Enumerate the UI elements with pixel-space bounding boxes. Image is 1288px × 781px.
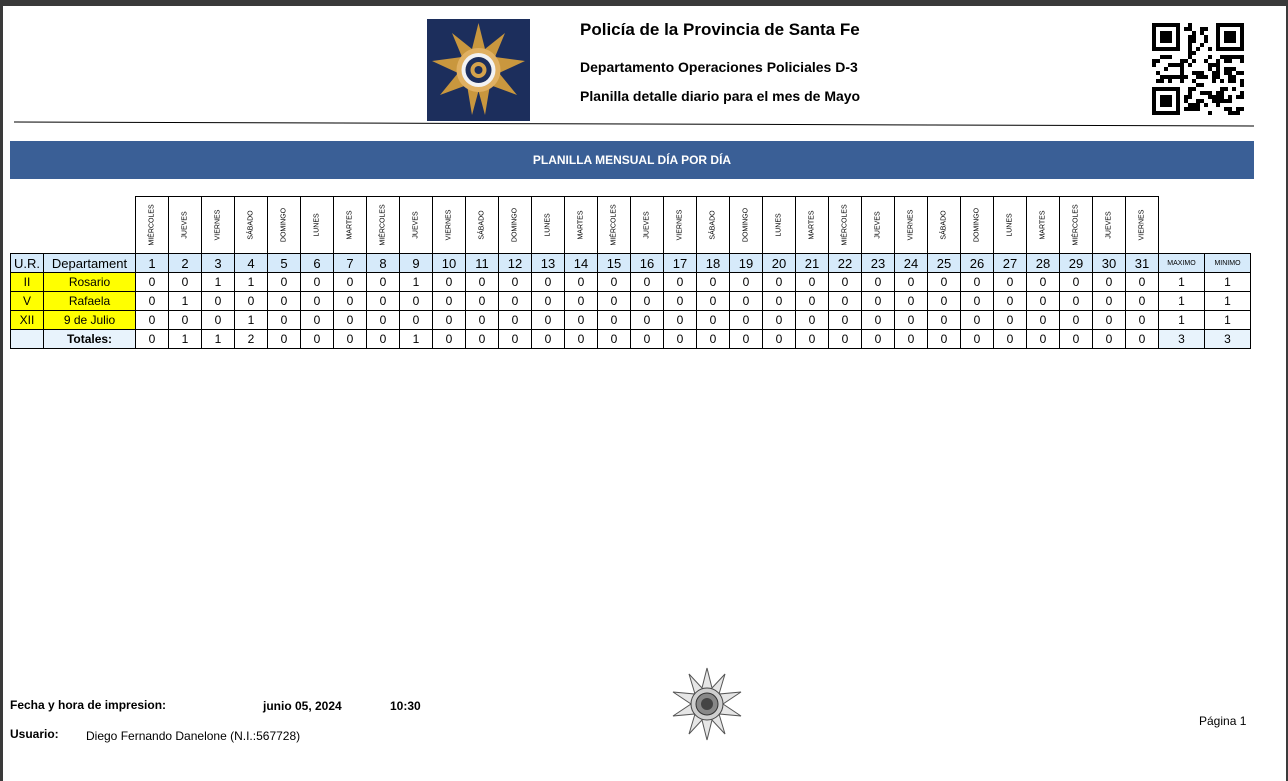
total-value-cell: 0 bbox=[367, 330, 400, 349]
day-name-label: MARTES bbox=[577, 210, 585, 240]
column-header-day: 19 bbox=[730, 254, 763, 273]
column-header-day: 26 bbox=[961, 254, 994, 273]
total-value-cell: 0 bbox=[730, 330, 763, 349]
totals-row bbox=[11, 330, 1251, 349]
police-seal-icon bbox=[669, 666, 745, 742]
value-cell: 0 bbox=[664, 292, 697, 311]
total-value-cell: 0 bbox=[961, 330, 994, 349]
value-cell: 0 bbox=[895, 273, 928, 292]
total-value-cell: 0 bbox=[829, 330, 862, 349]
value-cell: 0 bbox=[829, 273, 862, 292]
total-value-cell: 2 bbox=[235, 330, 268, 349]
column-header-day: 28 bbox=[1027, 254, 1060, 273]
day-name-cell bbox=[1060, 197, 1093, 254]
value-cell: 0 bbox=[1126, 292, 1159, 311]
max-cell: 1 bbox=[1159, 292, 1205, 311]
value-cell: 0 bbox=[565, 273, 598, 292]
day-name-cell bbox=[928, 197, 961, 254]
value-cell: 1 bbox=[202, 273, 235, 292]
department-cell: Rosario bbox=[44, 273, 136, 292]
column-header-day: 9 bbox=[400, 254, 433, 273]
day-name-cell bbox=[301, 197, 334, 254]
value-cell: 0 bbox=[1126, 311, 1159, 330]
day-name-label: JUEVES bbox=[643, 211, 651, 239]
value-cell: 0 bbox=[763, 292, 796, 311]
value-cell: 0 bbox=[400, 311, 433, 330]
day-name-label: DOMINGO bbox=[511, 207, 519, 243]
day-name-label: VIERNES bbox=[676, 209, 684, 241]
header-department: Departamento Operaciones Policiales D-3 bbox=[580, 59, 858, 75]
column-header-day: 29 bbox=[1060, 254, 1093, 273]
column-header-day: 21 bbox=[796, 254, 829, 273]
value-cell: 0 bbox=[268, 311, 301, 330]
day-name-label: MIÉRCOLES bbox=[1072, 204, 1080, 246]
total-value-cell: 0 bbox=[301, 330, 334, 349]
day-name-label: VIERNES bbox=[907, 209, 915, 241]
value-cell: 0 bbox=[730, 273, 763, 292]
total-value-cell: 0 bbox=[1060, 330, 1093, 349]
ur-cell: XII bbox=[11, 311, 44, 330]
value-cell: 0 bbox=[928, 273, 961, 292]
value-cell: 0 bbox=[301, 311, 334, 330]
total-value-cell: 0 bbox=[1126, 330, 1159, 349]
total-value-cell: 0 bbox=[1027, 330, 1060, 349]
value-cell: 0 bbox=[961, 311, 994, 330]
value-cell: 0 bbox=[565, 311, 598, 330]
day-name-label: MIÉRCOLES bbox=[841, 204, 849, 246]
value-cell: 1 bbox=[400, 273, 433, 292]
value-cell: 0 bbox=[895, 292, 928, 311]
day-name-label: LUNES bbox=[313, 213, 321, 237]
day-name-label: VIERNES bbox=[445, 209, 453, 241]
total-value-cell: 0 bbox=[499, 330, 532, 349]
department-cell: 9 de Julio bbox=[44, 311, 136, 330]
day-name-cell bbox=[169, 197, 202, 254]
value-cell: 0 bbox=[499, 311, 532, 330]
value-cell: 0 bbox=[763, 311, 796, 330]
day-name-cell bbox=[664, 197, 697, 254]
value-cell: 0 bbox=[994, 292, 1027, 311]
value-cell: 0 bbox=[301, 292, 334, 311]
value-cell: 0 bbox=[829, 311, 862, 330]
column-header-day: 10 bbox=[433, 254, 466, 273]
value-cell: 0 bbox=[136, 273, 169, 292]
day-name-cell bbox=[1093, 197, 1126, 254]
ur-cell: V bbox=[11, 292, 44, 311]
column-header-day: 13 bbox=[532, 254, 565, 273]
day-name-label: LUNES bbox=[775, 213, 783, 237]
value-cell: 0 bbox=[664, 273, 697, 292]
value-cell: 0 bbox=[598, 273, 631, 292]
user-label: Usuario: bbox=[10, 727, 59, 741]
day-name-label: JUEVES bbox=[412, 211, 420, 239]
column-header-day: 6 bbox=[301, 254, 334, 273]
value-cell: 0 bbox=[268, 273, 301, 292]
value-cell: 0 bbox=[598, 292, 631, 311]
value-cell: 0 bbox=[1027, 311, 1060, 330]
min-cell: 1 bbox=[1205, 311, 1251, 330]
column-header-day: 31 bbox=[1126, 254, 1159, 273]
value-cell: 0 bbox=[730, 292, 763, 311]
department-cell: Rafaela bbox=[44, 292, 136, 311]
value-cell: 0 bbox=[433, 273, 466, 292]
column-header-day: 5 bbox=[268, 254, 301, 273]
value-cell: 0 bbox=[1093, 292, 1126, 311]
day-name-label: LUNES bbox=[1006, 213, 1014, 237]
column-header-day: 22 bbox=[829, 254, 862, 273]
value-cell: 0 bbox=[895, 311, 928, 330]
day-name-cell bbox=[565, 197, 598, 254]
blank-cell bbox=[44, 197, 136, 254]
column-header-day: 7 bbox=[334, 254, 367, 273]
day-name-cell bbox=[334, 197, 367, 254]
column-header-day: 24 bbox=[895, 254, 928, 273]
value-cell: 1 bbox=[169, 292, 202, 311]
column-header-day: 17 bbox=[664, 254, 697, 273]
value-cell: 0 bbox=[961, 273, 994, 292]
value-cell: 0 bbox=[631, 311, 664, 330]
day-name-label: MARTES bbox=[1039, 210, 1047, 240]
value-cell: 1 bbox=[235, 311, 268, 330]
header-row bbox=[11, 254, 1251, 273]
column-header-day: 14 bbox=[565, 254, 598, 273]
value-cell: 0 bbox=[334, 292, 367, 311]
value-cell: 0 bbox=[796, 292, 829, 311]
value-cell: 0 bbox=[433, 311, 466, 330]
value-cell: 0 bbox=[664, 311, 697, 330]
value-cell: 0 bbox=[631, 273, 664, 292]
value-cell: 0 bbox=[334, 273, 367, 292]
value-cell: 0 bbox=[466, 292, 499, 311]
header-title: Policía de la Provincia de Santa Fe bbox=[580, 20, 860, 39]
total-value-cell: 0 bbox=[136, 330, 169, 349]
day-name-label: SÁBADO bbox=[709, 210, 717, 240]
day-name-cell bbox=[532, 197, 565, 254]
day-name-label: VIERNES bbox=[214, 209, 222, 241]
total-value-cell: 0 bbox=[697, 330, 730, 349]
day-name-cell bbox=[631, 197, 664, 254]
day-name-label: JUEVES bbox=[1105, 211, 1113, 239]
day-names-row bbox=[11, 197, 1251, 254]
day-name-label: DOMINGO bbox=[973, 207, 981, 243]
value-cell: 0 bbox=[499, 292, 532, 311]
column-header-day: 23 bbox=[862, 254, 895, 273]
value-cell: 0 bbox=[1093, 311, 1126, 330]
value-cell: 0 bbox=[1093, 273, 1126, 292]
total-value-cell: 0 bbox=[334, 330, 367, 349]
value-cell: 0 bbox=[796, 273, 829, 292]
day-name-label: JUEVES bbox=[181, 211, 189, 239]
total-value-cell: 0 bbox=[565, 330, 598, 349]
value-cell: 0 bbox=[235, 292, 268, 311]
print-time: 10:30 bbox=[390, 699, 421, 713]
column-header-day: 3 bbox=[202, 254, 235, 273]
column-header-max: MAXIMO bbox=[1159, 254, 1205, 273]
day-name-cell bbox=[730, 197, 763, 254]
column-header-department: Departament bbox=[44, 254, 136, 273]
value-cell: 0 bbox=[532, 311, 565, 330]
value-cell: 0 bbox=[697, 311, 730, 330]
ur-cell: II bbox=[11, 273, 44, 292]
day-name-cell bbox=[763, 197, 796, 254]
day-name-label: MARTES bbox=[346, 210, 354, 240]
day-name-cell bbox=[697, 197, 730, 254]
day-name-cell bbox=[796, 197, 829, 254]
day-name-label: SÁBADO bbox=[247, 210, 255, 240]
total-value-cell: 1 bbox=[202, 330, 235, 349]
total-value-cell: 0 bbox=[466, 330, 499, 349]
value-cell: 0 bbox=[532, 273, 565, 292]
day-name-label: LUNES bbox=[544, 213, 552, 237]
column-header-day: 8 bbox=[367, 254, 400, 273]
day-name-cell bbox=[961, 197, 994, 254]
value-cell: 0 bbox=[202, 311, 235, 330]
value-cell: 0 bbox=[994, 311, 1027, 330]
column-header-day: 20 bbox=[763, 254, 796, 273]
max-cell: 1 bbox=[1159, 273, 1205, 292]
value-cell: 0 bbox=[136, 311, 169, 330]
banner-title: PLANILLA MENSUAL DÍA POR DÍA bbox=[10, 141, 1254, 179]
total-max-cell: 3 bbox=[1159, 330, 1205, 349]
total-value-cell: 0 bbox=[268, 330, 301, 349]
day-name-cell bbox=[268, 197, 301, 254]
value-cell: 0 bbox=[862, 273, 895, 292]
value-cell: 0 bbox=[301, 273, 334, 292]
column-header-day: 11 bbox=[466, 254, 499, 273]
value-cell: 1 bbox=[235, 273, 268, 292]
day-name-cell bbox=[829, 197, 862, 254]
value-cell: 0 bbox=[829, 292, 862, 311]
value-cell: 0 bbox=[169, 273, 202, 292]
day-name-cell bbox=[1027, 197, 1060, 254]
value-cell: 0 bbox=[598, 311, 631, 330]
header-divider bbox=[14, 121, 1254, 127]
column-header-day: 18 bbox=[697, 254, 730, 273]
column-header-day: 25 bbox=[928, 254, 961, 273]
column-header-day: 4 bbox=[235, 254, 268, 273]
value-cell: 0 bbox=[697, 273, 730, 292]
day-name-cell bbox=[466, 197, 499, 254]
total-value-cell: 0 bbox=[1093, 330, 1126, 349]
day-name-cell bbox=[994, 197, 1027, 254]
value-cell: 0 bbox=[730, 311, 763, 330]
day-name-cell bbox=[433, 197, 466, 254]
day-name-cell bbox=[1126, 197, 1159, 254]
totals-label: Totales: bbox=[44, 330, 136, 349]
day-name-label: MIÉRCOLES bbox=[148, 204, 156, 246]
day-name-cell bbox=[235, 197, 268, 254]
value-cell: 0 bbox=[862, 311, 895, 330]
value-cell: 0 bbox=[202, 292, 235, 311]
police-badge-logo bbox=[427, 19, 530, 121]
value-cell: 0 bbox=[367, 311, 400, 330]
column-header-day: 15 bbox=[598, 254, 631, 273]
min-cell: 1 bbox=[1205, 292, 1251, 311]
value-cell: 0 bbox=[367, 292, 400, 311]
day-name-label: VIERNES bbox=[1138, 209, 1146, 241]
column-header-day: 16 bbox=[631, 254, 664, 273]
total-value-cell: 0 bbox=[598, 330, 631, 349]
day-name-label: DOMINGO bbox=[280, 207, 288, 243]
value-cell: 0 bbox=[1126, 273, 1159, 292]
day-name-label: MIÉRCOLES bbox=[379, 204, 387, 246]
table-row bbox=[11, 273, 1251, 292]
print-date: junio 05, 2024 bbox=[263, 699, 342, 713]
day-name-cell bbox=[895, 197, 928, 254]
column-header-day: 1 bbox=[136, 254, 169, 273]
day-name-label: MIÉRCOLES bbox=[610, 204, 618, 246]
day-name-cell bbox=[136, 197, 169, 254]
value-cell: 0 bbox=[169, 311, 202, 330]
value-cell: 0 bbox=[565, 292, 598, 311]
value-cell: 0 bbox=[1027, 273, 1060, 292]
day-name-cell bbox=[202, 197, 235, 254]
value-cell: 0 bbox=[466, 273, 499, 292]
total-value-cell: 0 bbox=[532, 330, 565, 349]
value-cell: 0 bbox=[763, 273, 796, 292]
value-cell: 0 bbox=[466, 311, 499, 330]
day-name-cell bbox=[499, 197, 532, 254]
value-cell: 0 bbox=[400, 292, 433, 311]
min-cell: 1 bbox=[1205, 273, 1251, 292]
page-number: Página 1 bbox=[1199, 714, 1247, 728]
total-value-cell: 0 bbox=[763, 330, 796, 349]
table-row bbox=[11, 292, 1251, 311]
day-name-label: JUEVES bbox=[874, 211, 882, 239]
total-value-cell: 0 bbox=[928, 330, 961, 349]
total-value-cell: 0 bbox=[796, 330, 829, 349]
max-cell: 1 bbox=[1159, 311, 1205, 330]
total-value-cell: 1 bbox=[400, 330, 433, 349]
data-table bbox=[10, 196, 1251, 349]
day-name-label: SÁBADO bbox=[478, 210, 486, 240]
value-cell: 0 bbox=[1060, 273, 1093, 292]
blank-cell bbox=[1159, 197, 1205, 254]
window-frame-top bbox=[0, 0, 1288, 6]
day-name-cell bbox=[598, 197, 631, 254]
print-date-label: Fecha y hora de impresion: bbox=[10, 698, 167, 712]
value-cell: 0 bbox=[1060, 311, 1093, 330]
column-header-ur: U.R. bbox=[11, 254, 44, 273]
total-value-cell: 0 bbox=[895, 330, 928, 349]
column-header-day: 12 bbox=[499, 254, 532, 273]
total-min-cell: 3 bbox=[1205, 330, 1251, 349]
total-value-cell: 0 bbox=[664, 330, 697, 349]
total-value-cell: 0 bbox=[433, 330, 466, 349]
total-value-cell: 0 bbox=[631, 330, 664, 349]
value-cell: 0 bbox=[961, 292, 994, 311]
table-row bbox=[11, 311, 1251, 330]
blank-cell bbox=[1205, 197, 1251, 254]
window-frame-left bbox=[0, 0, 3, 781]
user-name: Diego Fernando Danelone (N.I.:567728) bbox=[86, 729, 301, 743]
value-cell: 0 bbox=[499, 273, 532, 292]
column-header-min: MINIMO bbox=[1205, 254, 1251, 273]
value-cell: 0 bbox=[532, 292, 565, 311]
value-cell: 0 bbox=[697, 292, 730, 311]
blank-cell bbox=[11, 197, 44, 254]
column-header-day: 30 bbox=[1093, 254, 1126, 273]
value-cell: 0 bbox=[136, 292, 169, 311]
day-name-label: MARTES bbox=[808, 210, 816, 240]
value-cell: 0 bbox=[928, 311, 961, 330]
value-cell: 0 bbox=[994, 273, 1027, 292]
value-cell: 0 bbox=[631, 292, 664, 311]
value-cell: 0 bbox=[268, 292, 301, 311]
value-cell: 0 bbox=[334, 311, 367, 330]
value-cell: 0 bbox=[1060, 292, 1093, 311]
column-header-day: 2 bbox=[169, 254, 202, 273]
column-header-day: 27 bbox=[994, 254, 1027, 273]
total-value-cell: 1 bbox=[169, 330, 202, 349]
header-subtitle: Planilla detalle diario para el mes de Mayo bbox=[580, 88, 861, 104]
value-cell: 0 bbox=[862, 292, 895, 311]
qr-code bbox=[1152, 22, 1244, 116]
day-name-cell bbox=[862, 197, 895, 254]
value-cell: 0 bbox=[796, 311, 829, 330]
total-value-cell: 0 bbox=[862, 330, 895, 349]
day-name-cell bbox=[400, 197, 433, 254]
total-value-cell: 0 bbox=[994, 330, 1027, 349]
day-name-label: DOMINGO bbox=[742, 207, 750, 243]
day-name-cell bbox=[367, 197, 400, 254]
value-cell: 0 bbox=[1027, 292, 1060, 311]
blank-cell bbox=[11, 330, 44, 349]
value-cell: 0 bbox=[367, 273, 400, 292]
value-cell: 0 bbox=[928, 292, 961, 311]
day-name-label: SÁBADO bbox=[940, 210, 948, 240]
value-cell: 0 bbox=[433, 292, 466, 311]
